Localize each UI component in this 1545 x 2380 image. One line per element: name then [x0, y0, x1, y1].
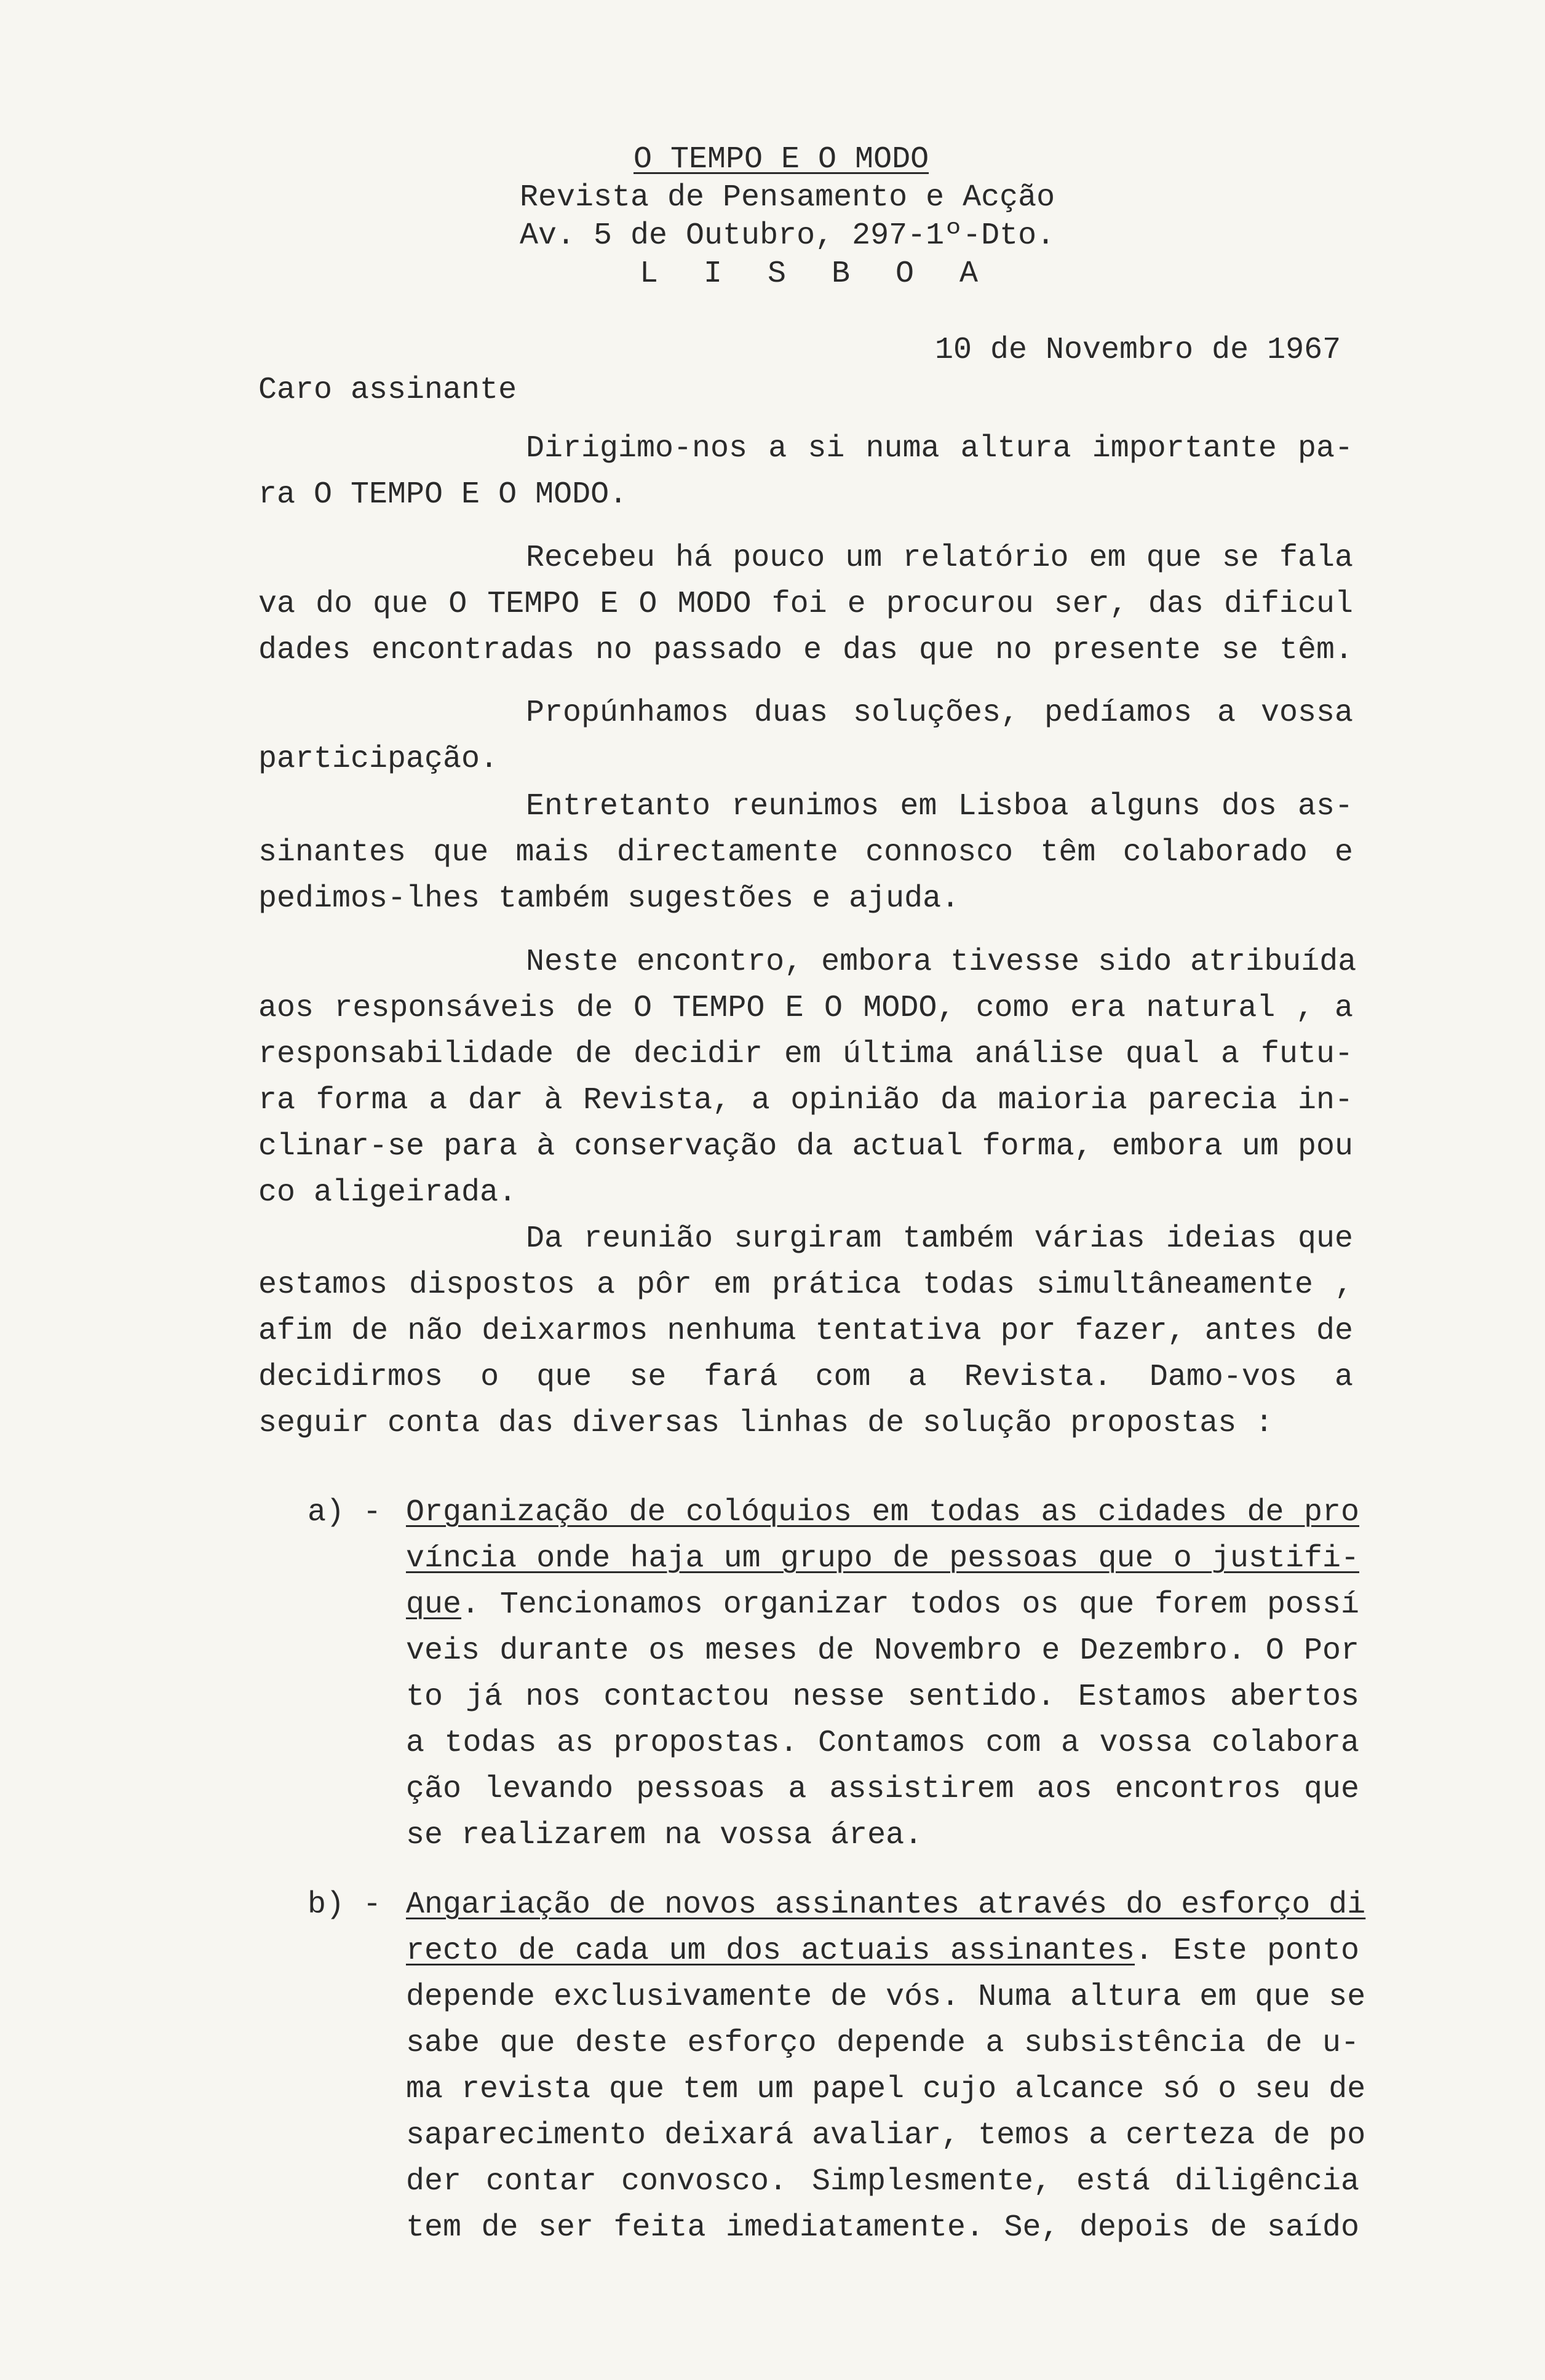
list-line: to já nos contactou nesse sentido. Estamos abertos: [406, 1680, 1359, 1715]
text-line: Dirigimo-nos a si numa altura importante pa-: [526, 431, 1353, 466]
list-line: depende exclusivamente de vós. Numa altura em que se: [406, 1980, 1366, 2015]
letterhead-title: O TEMPO E O MODO: [633, 142, 929, 177]
list-marker: b) -: [308, 1887, 382, 1922]
list-line: recto de cada um dos actuais assinantes. Este ponto: [406, 1934, 1359, 1969]
text-line: ra O TEMPO E O MODO.: [258, 477, 628, 512]
text-line: afim de não deixarmos nenhuma tentativa por fazer, antes de: [258, 1314, 1353, 1349]
list-line: Angariação de novos assinantes através do esforço di: [406, 1887, 1366, 1922]
text-line: ra forma a dar à Revista, a opinião da maioria parecia in-: [258, 1083, 1353, 1118]
text-line: va do que O TEMPO E O MODO foi e procurou ser, das dificul: [258, 587, 1353, 622]
list-line: a todas as propostas. Contamos com a vossa colabora: [406, 1726, 1359, 1761]
list-line: tem de ser feita imediatamente. Se, depois de saído: [406, 2210, 1359, 2245]
text-line: Neste encontro, embora tivesse sido atribuída: [526, 945, 1357, 980]
list-line: Organização de colóquios em todas as cidades de pro: [406, 1495, 1359, 1530]
list-marker: a) -: [308, 1495, 382, 1530]
text-line: seguir conta das diversas linhas de solução propostas :: [258, 1406, 1274, 1441]
list-line: der contar convosco. Simplesmente, está diligência: [406, 2164, 1359, 2199]
text-line: aos responsáveis de O TEMPO E O MODO, como era natural , a: [258, 991, 1353, 1026]
text-line: estamos dispostos a pôr em prática todas simultâneamente ,: [258, 1267, 1353, 1303]
text-line: co aligeirada.: [258, 1175, 517, 1210]
list-line: se realizarem na vossa área.: [406, 1818, 923, 1853]
text-line: Da reunião surgiram também várias ideias que: [526, 1221, 1353, 1256]
letterhead-subtitle: Revista de Pensamento e Acção: [520, 180, 1055, 215]
text-line: decidirmos o que se fará com a Revista. Damo-vos a: [258, 1360, 1353, 1395]
letter-date: 10 de Novembro de 1967: [935, 333, 1341, 368]
text-line: participação.: [258, 742, 499, 777]
list-line: ção levando pessoas a assistirem aos encontros que: [406, 1772, 1359, 1807]
salutation: Caro assinante: [258, 373, 517, 408]
text-line: clinar-se para à conservação da actual forma, embora um pou: [258, 1129, 1353, 1164]
list-line: ma revista que tem um papel cujo alcance só o seu de: [406, 2072, 1366, 2107]
text-line: sinantes que mais directamente connosco têm colaborado e: [258, 835, 1353, 870]
text-line: dades encontradas no passado e das que no presente se têm.: [258, 633, 1353, 668]
list-line: víncia onde haja um grupo de pessoas que o justifi-: [406, 1541, 1359, 1576]
letterhead-city: L I S B O A: [640, 256, 992, 292]
list-line: sabe que deste esforço depende a subsistência de u-: [406, 2026, 1359, 2061]
text-line: Propúnhamos duas soluções, pedíamos a vossa: [526, 696, 1353, 731]
letterhead-address: Av. 5 de Outubro, 297-1º-Dto.: [520, 218, 1055, 253]
text-line: pedimos-lhes também sugestões e ajuda.: [258, 881, 960, 916]
list-line: veis durante os meses de Novembro e Dezembro. O Por: [406, 1633, 1359, 1668]
text-line: Entretanto reunimos em Lisboa alguns dos as-: [526, 789, 1353, 824]
text-line: Recebeu há pouco um relatório em que se fala: [526, 541, 1353, 576]
list-line: que. Tencionamos organizar todos os que forem possí: [406, 1587, 1359, 1622]
list-line: saparecimento deixará avaliar, temos a certeza de po: [406, 2118, 1366, 2153]
text-line: responsabilidade de decidir em última análise qual a futu-: [258, 1037, 1353, 1072]
